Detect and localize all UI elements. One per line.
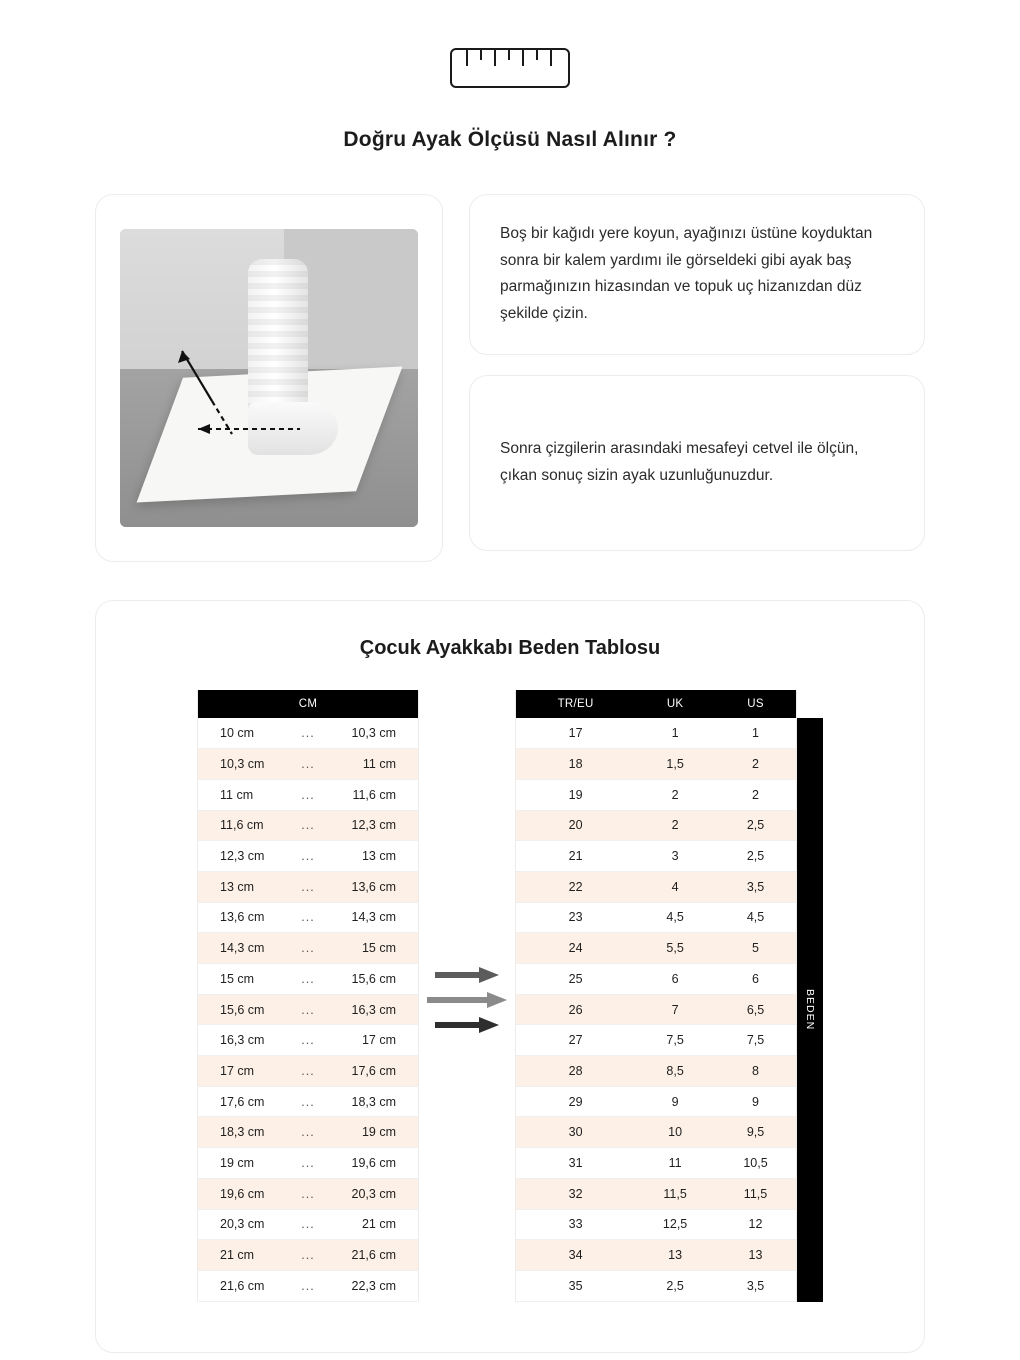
cm-range-start: 15 cm <box>198 964 286 995</box>
table-row <box>198 779 419 810</box>
cm-range-end: 20,3 cm <box>330 1178 418 1209</box>
cm-range-start: 12,3 cm <box>198 841 286 872</box>
table-row <box>198 964 419 995</box>
size-table-title: Çocuk Ayakkabı Beden Tablosu <box>359 637 661 659</box>
size-uk: 12,5 <box>635 1209 715 1240</box>
cm-range-separator: ... <box>286 1086 330 1117</box>
size-header-uk: UK <box>635 690 715 718</box>
cm-table-header: CM <box>198 690 419 718</box>
cm-range-separator: ... <box>286 841 330 872</box>
size-us: 12 <box>715 1209 796 1240</box>
cm-range-start: 19,6 cm <box>198 1178 286 1209</box>
size-uk: 6 <box>635 964 715 995</box>
arrow-right-icon <box>435 967 499 983</box>
photo-card <box>95 194 443 562</box>
table-row <box>516 1086 797 1117</box>
cm-range-separator: ... <box>286 902 330 933</box>
cm-range-start: 18,3 cm <box>198 1117 286 1148</box>
size-us: 9,5 <box>715 1117 796 1148</box>
size-us: 4,5 <box>715 902 796 933</box>
instruction-text-column <box>469 194 925 551</box>
table-row <box>198 1240 419 1271</box>
cm-range-start: 17,6 cm <box>198 1086 286 1117</box>
cm-range-end: 15,6 cm <box>330 964 418 995</box>
foot-measure-photo <box>120 229 418 527</box>
cm-range-end: 16,3 cm <box>330 994 418 1025</box>
cm-range-separator: ... <box>286 1117 330 1148</box>
tables-row <box>96 690 924 1302</box>
size-uk: 4,5 <box>635 902 715 933</box>
size-us: 2 <box>715 779 796 810</box>
size-tr-eu: 31 <box>516 1148 636 1179</box>
cm-range-start: 21 cm <box>198 1240 286 1271</box>
size-us: 2 <box>715 749 796 780</box>
size-table-wrap <box>515 690 823 1302</box>
instruction-card-1: Boş bir kağıdı yere koyun, ayağınızı üstüne koyduktan sonra bir kalem yardımı ile görseldeki gibi ayak baş parmağınızın hizasından ve topuk uç hizanızdan düz şekilde çizin. <box>469 194 925 355</box>
table-row <box>516 1240 797 1271</box>
size-us: 2,5 <box>715 841 796 872</box>
cm-range-start: 16,3 cm <box>198 1025 286 1056</box>
table-row <box>516 749 797 780</box>
table-row <box>516 1148 797 1179</box>
cm-range-start: 11,6 cm <box>198 810 286 841</box>
cm-range-end: 13,6 cm <box>330 871 418 902</box>
cm-range-end: 22,3 cm <box>330 1270 418 1301</box>
size-us: 6 <box>715 964 796 995</box>
size-us: 11,5 <box>715 1178 796 1209</box>
beden-side-label <box>797 718 823 1302</box>
cm-range-separator: ... <box>286 1178 330 1209</box>
table-row <box>198 749 419 780</box>
cm-range-separator: ... <box>286 1025 330 1056</box>
size-tr-eu: 26 <box>516 994 636 1025</box>
cm-range-end: 17,6 cm <box>330 1056 418 1087</box>
ruler-icon <box>450 48 570 88</box>
table-row <box>516 964 797 995</box>
size-uk: 10 <box>635 1117 715 1148</box>
size-us: 6,5 <box>715 994 796 1025</box>
size-tr-eu: 23 <box>516 902 636 933</box>
table-row <box>198 1178 419 1209</box>
table-row <box>198 810 419 841</box>
size-uk: 4 <box>635 871 715 902</box>
table-row <box>516 1056 797 1087</box>
size-table <box>515 690 797 1302</box>
cm-range-end: 17 cm <box>330 1025 418 1056</box>
cm-range-end: 10,3 cm <box>330 718 418 749</box>
cm-range-separator: ... <box>286 718 330 749</box>
table-row <box>516 933 797 964</box>
table-row <box>516 1209 797 1240</box>
cm-range-separator: ... <box>286 1056 330 1087</box>
cm-range-start: 17 cm <box>198 1056 286 1087</box>
cm-range-start: 11 cm <box>198 779 286 810</box>
size-table-body <box>516 718 797 1301</box>
size-us: 8 <box>715 1056 796 1087</box>
table-row <box>516 779 797 810</box>
size-uk: 1,5 <box>635 749 715 780</box>
table-row <box>516 994 797 1025</box>
size-tr-eu: 28 <box>516 1056 636 1087</box>
table-row <box>516 841 797 872</box>
size-tr-eu: 21 <box>516 841 636 872</box>
size-uk: 2 <box>635 810 715 841</box>
size-uk: 3 <box>635 841 715 872</box>
size-table-card <box>95 600 925 1353</box>
cm-range-separator: ... <box>286 779 330 810</box>
size-uk: 5,5 <box>635 933 715 964</box>
size-tr-eu: 29 <box>516 1086 636 1117</box>
size-uk: 9 <box>635 1086 715 1117</box>
table-row <box>198 933 419 964</box>
size-uk: 2,5 <box>635 1270 715 1301</box>
cm-table-body <box>198 718 419 1301</box>
cm-range-separator: ... <box>286 1209 330 1240</box>
size-uk: 8,5 <box>635 1056 715 1087</box>
size-header-us: US <box>715 690 796 718</box>
size-tr-eu: 17 <box>516 718 636 749</box>
cm-range-separator: ... <box>286 994 330 1025</box>
size-tr-eu: 35 <box>516 1270 636 1301</box>
size-table-header-row <box>516 690 797 718</box>
size-tr-eu: 34 <box>516 1240 636 1271</box>
cm-range-end: 15 cm <box>330 933 418 964</box>
cm-range-start: 20,3 cm <box>198 1209 286 1240</box>
cm-range-separator: ... <box>286 810 330 841</box>
size-uk: 11 <box>635 1148 715 1179</box>
arrow-right-icon <box>427 992 507 1008</box>
arrows-group <box>419 967 515 1033</box>
table-row <box>198 1209 419 1240</box>
size-tr-eu: 30 <box>516 1117 636 1148</box>
table-row <box>198 1086 419 1117</box>
table-row <box>198 1270 419 1301</box>
table-row <box>198 994 419 1025</box>
size-us: 3,5 <box>715 871 796 902</box>
table-row <box>516 1117 797 1148</box>
table-row <box>198 1148 419 1179</box>
cm-range-separator: ... <box>286 871 330 902</box>
cm-range-end: 12,3 cm <box>330 810 418 841</box>
size-tr-eu: 25 <box>516 964 636 995</box>
size-tr-eu: 22 <box>516 871 636 902</box>
cm-range-end: 21 cm <box>330 1209 418 1240</box>
cm-range-end: 19,6 cm <box>330 1148 418 1179</box>
cm-range-start: 10,3 cm <box>198 749 286 780</box>
size-us: 7,5 <box>715 1025 796 1056</box>
table-row <box>516 718 797 749</box>
size-uk: 2 <box>635 779 715 810</box>
size-tr-eu: 32 <box>516 1178 636 1209</box>
size-uk: 7 <box>635 994 715 1025</box>
table-row <box>198 902 419 933</box>
cm-range-start: 13,6 cm <box>198 902 286 933</box>
size-us: 1 <box>715 718 796 749</box>
beden-side-label-text: BEDEN <box>804 989 816 1031</box>
size-header-tr-eu: TR/EU <box>516 690 636 718</box>
size-us: 9 <box>715 1086 796 1117</box>
cm-range-start: 13 cm <box>198 871 286 902</box>
table-row <box>516 1270 797 1301</box>
size-tr-eu: 24 <box>516 933 636 964</box>
cm-range-separator: ... <box>286 1240 330 1271</box>
cm-range-separator: ... <box>286 1148 330 1179</box>
table-row <box>198 871 419 902</box>
table-row <box>198 718 419 749</box>
cm-range-start: 15,6 cm <box>198 994 286 1025</box>
table-row <box>516 1025 797 1056</box>
table-row <box>516 902 797 933</box>
size-us: 2,5 <box>715 810 796 841</box>
size-us: 10,5 <box>715 1148 796 1179</box>
cm-range-start: 19 cm <box>198 1148 286 1179</box>
cm-range-end: 19 cm <box>330 1117 418 1148</box>
cm-range-end: 21,6 cm <box>330 1240 418 1271</box>
size-uk: 13 <box>635 1240 715 1271</box>
cm-range-separator: ... <box>286 964 330 995</box>
cm-table <box>197 690 419 1302</box>
size-uk: 7,5 <box>635 1025 715 1056</box>
cm-range-separator: ... <box>286 933 330 964</box>
size-uk: 11,5 <box>635 1178 715 1209</box>
table-row <box>516 1178 797 1209</box>
table-row <box>198 1025 419 1056</box>
cm-range-end: 13 cm <box>330 841 418 872</box>
size-tr-eu: 33 <box>516 1209 636 1240</box>
cm-range-end: 18,3 cm <box>330 1086 418 1117</box>
cm-range-start: 14,3 cm <box>198 933 286 964</box>
table-row <box>198 841 419 872</box>
size-us: 3,5 <box>715 1270 796 1301</box>
page-title: Doğru Ayak Ölçüsü Nasıl Alınır ? <box>343 128 677 151</box>
cm-range-separator: ... <box>286 749 330 780</box>
cm-range-start: 21,6 cm <box>198 1270 286 1301</box>
size-tr-eu: 27 <box>516 1025 636 1056</box>
size-us: 13 <box>715 1240 796 1271</box>
table-row <box>516 871 797 902</box>
size-us: 5 <box>715 933 796 964</box>
size-uk: 1 <box>635 718 715 749</box>
measure-arrow-icon <box>120 229 418 527</box>
cm-range-end: 14,3 cm <box>330 902 418 933</box>
table-row <box>516 810 797 841</box>
arrow-right-icon <box>435 1017 499 1033</box>
cm-range-start: 10 cm <box>198 718 286 749</box>
table-row <box>198 1056 419 1087</box>
cm-range-end: 11,6 cm <box>330 779 418 810</box>
instructions-section <box>0 194 1020 562</box>
table-row <box>198 1117 419 1148</box>
cm-range-separator: ... <box>286 1270 330 1301</box>
instruction-card-2: Sonra çizgilerin arasındaki mesafeyi cetvel ile ölçün, çıkan sonuç sizin ayak uzunluğunuzdur. <box>469 375 925 551</box>
header-icon-wrap <box>0 0 1020 88</box>
size-tr-eu: 19 <box>516 779 636 810</box>
size-tr-eu: 20 <box>516 810 636 841</box>
size-tr-eu: 18 <box>516 749 636 780</box>
cm-range-end: 11 cm <box>330 749 418 780</box>
